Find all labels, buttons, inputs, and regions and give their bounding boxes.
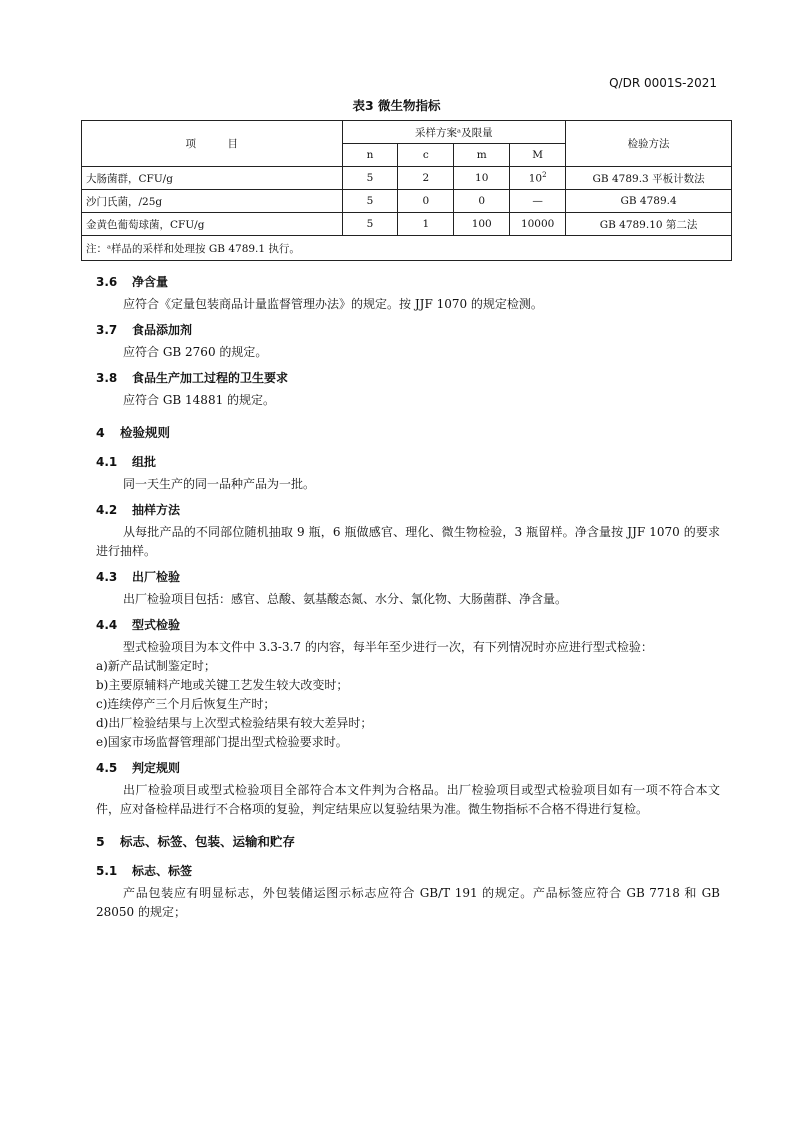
cell-c: 1 [398,213,454,236]
section-title: 检验规则 [120,425,171,440]
table-row [82,213,732,236]
section-4-2-heading [96,500,720,520]
section-4-1-text: 同一天生产的同一品种产品为一批。 [123,477,316,491]
section-3-8-text: 应符合 GB 14881 的规定。 [123,393,276,407]
cell-c: 0 [398,190,454,213]
section-4-2-text: 从每批产品的不同部位随机抽取 9 瓶，6 瓶做感官、理化、微生物检验，3 瓶留样。净含量按 JJF 1070 的要求进行抽样。 [96,525,720,558]
table-title: 表3 微生物指标 [352,98,441,113]
section-title: 标志、标签、包装、运输和贮存 [120,834,296,849]
section-number: 3.7 [96,323,118,337]
cell-M [510,167,566,190]
section-5-heading [96,831,720,853]
section-5-1-text: 产品包装应有明显标志，外包装储运图示标志应符合 GB/T 191 的规定。产品标签应符合 GB 7718 和 GB 28050 的规定； [96,886,720,919]
cell-M: — [510,190,566,213]
section-number: 4.3 [96,570,118,584]
section-3-7-heading [96,320,720,340]
section-number: 5.1 [96,864,118,878]
section-4-5-text: 出厂检验项目或型式检验项目全部符合本文件判为合格品。出厂检验项目或型式检验项目如有一项不符合本文件，应对备检样品进行不合格项的复验，判定结果应以复验结果为准。微生物指标不合格不得进行复检。 [96,783,720,816]
cell-n: 5 [342,213,398,236]
section-4-3-heading [96,567,720,587]
header-m: m [454,144,510,167]
table-row [82,190,732,213]
header-sampling: 采样方案ᵃ及限量 [342,121,566,144]
header-n: n [342,144,398,167]
section-title: 抽样方法 [132,503,181,517]
section-3-6-text: 应符合《定量包装商品计量监督管理办法》的规定。按 JJF 1070 的规定检测。 [123,297,543,311]
header-item: 项 目 [82,121,343,167]
section-number: 4.4 [96,618,118,632]
header-M: M [510,144,566,167]
section-number: 4.2 [96,503,118,517]
header-c: c [398,144,454,167]
cell-m: 10 [454,167,510,190]
section-number: 4.5 [96,761,118,775]
section-4-3-text: 出厂检验项目包括：感官、总酸、氨基酸态氮、水分、氯化物、大肠菌群、净含量。 [123,592,568,606]
header-method: 检验方法 [566,121,732,167]
section-5-1-heading [96,861,720,881]
cell-M: 10000 [510,213,566,236]
section-number: 4.1 [96,455,118,469]
list-item: e)国家市场监督管理部门提出型式检验要求时。 [96,735,348,749]
section-3-8-heading [96,368,720,388]
section-title: 组批 [132,455,157,469]
list-item: b)主要原辅料产地或关键工艺发生较大改变时； [96,678,349,692]
list-item: c)连续停产三个月后恢复生产时； [96,697,276,711]
cell-M-exponent: 2 [542,171,547,180]
section-number: 4 [96,425,105,440]
cell-item: 沙门氏菌，/25g [82,190,343,213]
cell-item: 金黄色葡萄球菌，CFU/g [82,213,343,236]
cell-n: 5 [342,190,398,213]
microbiology-table [81,120,732,261]
section-number: 3.6 [96,275,118,289]
cell-m: 0 [454,190,510,213]
section-4-4-text: 型式检验项目为本文件中 3.3-3.7 的内容，每半年至少进行一次，有下列情况时亦应进行型式检验： [123,640,653,654]
section-3-6-heading [96,272,720,292]
section-4-1-heading [96,452,720,472]
section-4-5-heading [96,758,720,778]
section-title: 净含量 [132,275,169,289]
section-title: 判定规则 [132,761,181,775]
table-row [82,167,732,190]
table-note: 注：ᵃ样品的采样和处理按 GB 4789.1 执行。 [82,236,732,261]
cell-M-base: 10 [528,172,543,185]
document-code: Q/DR 0001S-2021 [609,76,717,90]
cell-method: GB 4789.3 平板计数法 [566,167,732,190]
section-4-4-list [96,657,720,752]
section-4-4-heading [96,615,720,635]
cell-c: 2 [398,167,454,190]
section-title: 出厂检验 [132,570,181,584]
cell-method: GB 4789.10 第二法 [566,213,732,236]
section-number: 5 [96,834,105,849]
cell-item: 大肠菌群，CFU/g [82,167,343,190]
cell-m: 100 [454,213,510,236]
cell-method: GB 4789.4 [566,190,732,213]
section-title: 标志、标签 [132,864,193,878]
cell-n: 5 [342,167,398,190]
section-title: 食品添加剂 [132,323,193,337]
list-item: d)出厂检验结果与上次型式检验结果有较大差异时； [96,716,373,730]
list-item: a)新产品试制鉴定时； [96,659,216,673]
section-title: 食品生产加工过程的卫生要求 [132,371,289,385]
document-body [96,268,720,928]
section-title: 型式检验 [132,618,181,632]
section-number: 3.8 [96,371,118,385]
section-4-heading [96,422,720,444]
section-3-7-text: 应符合 GB 2760 的规定。 [123,345,268,359]
